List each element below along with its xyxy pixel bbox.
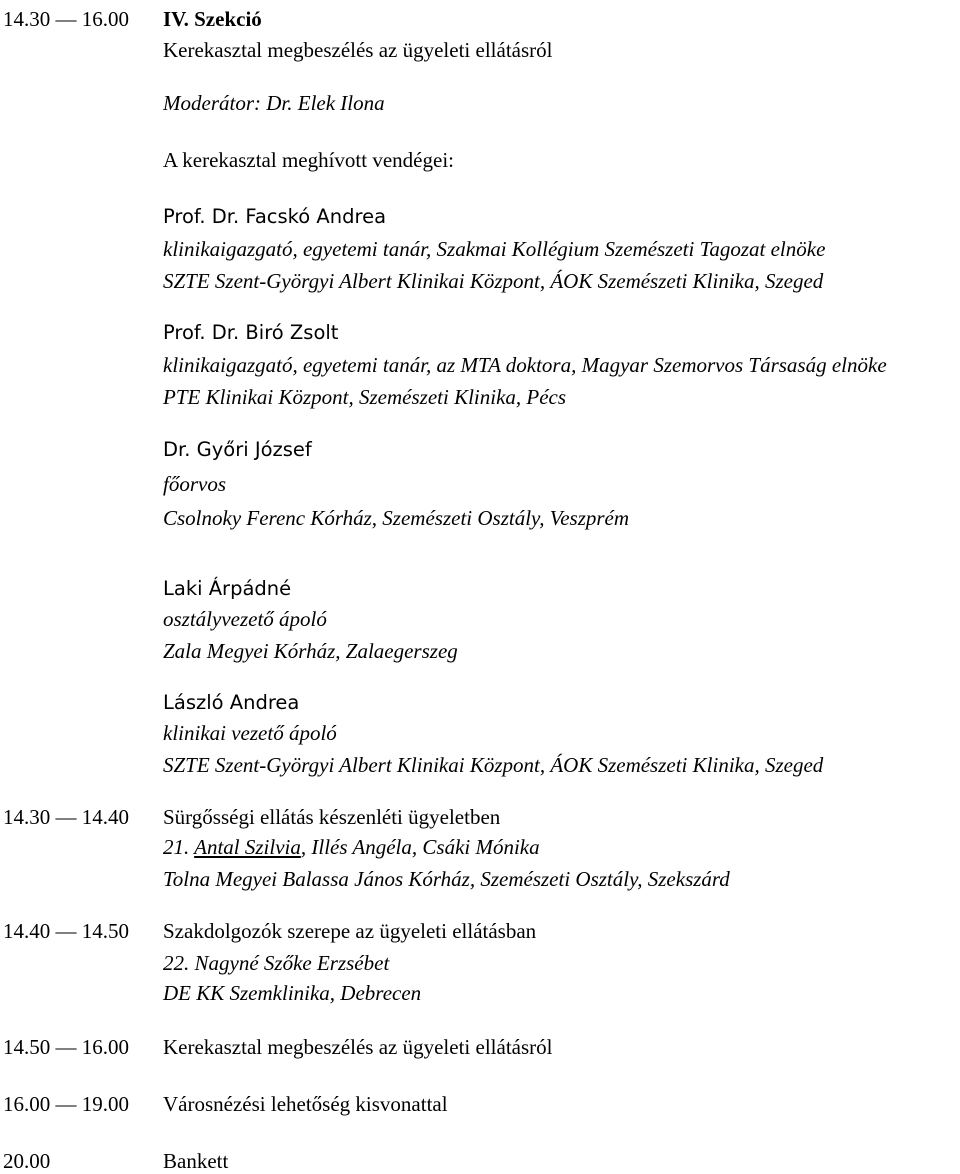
talk-presenter: Antal Szilvia [194,835,301,859]
guest-institution: SZTE Szent-Györgyi Albert Klinikai Központ, ÁOK Szemészeti Klinika, Szeged [163,269,824,293]
talk-coauthors: , Illés Angéla, Csáki Mónika [300,835,540,859]
schedule-time: 20.00 [3,1149,51,1173]
talk-authors [163,950,389,976]
guest-name: Dr. Győri József [163,438,312,461]
guest-institution: Zala Megyei Kórház, Zalaegerszeg [163,639,458,663]
talk-number: 21. [163,835,190,859]
guest-name: Prof. Dr. Biró Zsolt [163,321,339,344]
talk-presenter: Nagyné Szőke Erzsébet [194,951,390,975]
schedule-time: 16.00 — 19.00 [3,1092,129,1116]
guest-name: Laki Árpádné [163,577,292,600]
guest-role: főorvos [163,472,226,496]
moderator: Moderátor: Dr. Elek Ilona [163,91,385,115]
guest-role: klinikai vezető ápoló [163,721,337,745]
talk-institution: DE KK Szemklinika, Debrecen [163,981,422,1005]
talk-institution: Tolna Megyei Balassa János Kórház, Szemészeti Osztály, Szekszárd [163,867,730,891]
schedule-time: 14.50 — 16.00 [3,1035,129,1059]
guest-institution: Csolnoky Ferenc Kórház, Szemészeti Osztály, Veszprém [163,506,630,530]
talk-time: 14.30 — 14.40 [3,805,129,829]
talk-number: 22. [163,951,190,975]
guest-name: László Andrea [163,691,300,714]
guest-institution: SZTE Szent-Györgyi Albert Klinikai Központ, ÁOK Szemészeti Klinika, Szeged [163,753,824,777]
section-title: IV. Szekció [163,7,262,31]
schedule-title: Városnézési lehetőség kisvonattal [163,1092,448,1116]
guest-name: Prof. Dr. Facskó Andrea [163,205,387,228]
schedule-title: Kerekasztal megbeszélés az ügyeleti ellátásról [163,1035,553,1059]
section-time: 14.30 — 16.00 [3,7,129,31]
talk-title: Sürgősségi ellátás készenléti ügyeletben [163,805,501,829]
guest-role: klinikaigazgató, egyetemi tanár, az MTA doktora, Magyar Szemorvos Társaság elnöke [163,353,887,377]
talk-time: 14.40 — 14.50 [3,919,129,943]
guest-role: osztályvezető ápoló [163,607,327,631]
schedule-title: Bankett [163,1149,229,1173]
section-subtitle: Kerekasztal megbeszélés az ügyeleti ellátásról [163,38,553,62]
guest-institution: PTE Klinikai Központ, Szemészeti Klinika, Pécs [163,385,567,409]
guest-role: klinikaigazgató, egyetemi tanár, Szakmai Kollégium Szemészeti Tagozat elnöke [163,237,826,261]
talk-title: Szakdolgozók szerepe az ügyeleti ellátásban [163,919,537,943]
talk-authors [163,834,540,860]
guests-heading: A kerekasztal meghívott vendégei: [163,148,454,172]
